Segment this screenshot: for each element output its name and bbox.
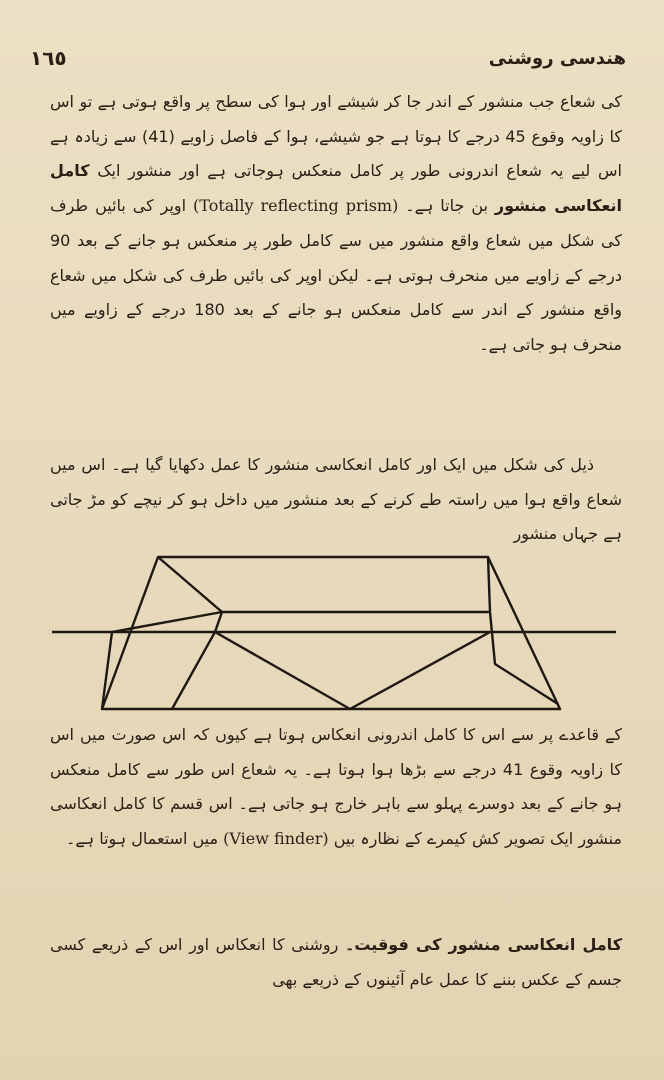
page-number: ١٦٥ (30, 46, 67, 70)
paragraph-total-internal-reflection (50, 718, 622, 857)
paragraph3-text-b: میں استعمال ہوتا ہے۔ (65, 829, 219, 849)
paragraph1-text-a: کی شعاع جب منشور کے اندر جا کر شیشے اور ہوا کی سطح پر واقع ہوتی ہے تو اس کا زاویہ وقوع 45 درجے کا ہوتا ہے جو شیشے، ہوا کے فاصل زاویے (41) سے زیادہ ہے اس لیے یہ شعاع اندرونی طور پر کامل منعکس ہوجاتی ہے اور منشور ایک (50, 92, 623, 181)
paragraph1-bold-term: کامل انعکاسی منشور (50, 161, 622, 216)
page-header (30, 38, 626, 78)
prism-ray-svg (50, 552, 620, 722)
paragraph-prism-deviation (50, 85, 622, 363)
paragraph1-text-c: اوپر کی بائیں طرف کی شکل میں شعاع واقع منشور میں سے کامل طور پر منعکس ہو جانے کے بعد 90 درجے کے زاویے میں منحرف ہوتی ہے۔ لیکن اوپر کی بائیں طرف کی شکل میں شعاع واقع منشور کے اندر سے کامل منعکس ہو جانے کے بعد 180 درجے کے زاویے میں منحرف ہو جاتی ہے۔ (50, 196, 622, 354)
reflected-ray-path (215, 632, 490, 709)
paragraph4-bold-heading: کامل انعکاسی منشور کی فوقیت۔ (344, 935, 622, 954)
paragraph-prism-advantage (50, 928, 622, 997)
running-title: ھندسی روشنی (488, 47, 626, 69)
paragraph3-text-a: کے قاعدے پر سے اس کا کامل اندرونی انعکاس ہوتا ہے کیوں کہ اس صورت میں اس کا زاویہ وقوع 41 درجے سے بڑھا ہوا ہوتا ہے۔ یہ شعاع اس طور سے کامل منعکس ہو جانے کے بعد دوسرے پہلو سے باہر خارج ہو جاتی ہے۔ اس قسم کا کامل انعکاسی منشور ایک تصویر کش کیمرے کے نظارہ بیں (50, 725, 622, 849)
paragraph3-english-term: (View finder) (223, 829, 329, 849)
paragraph2-text: ذیل کی شکل میں ایک اور کامل انعکاسی منشور کا عمل دکھایا گیا ہے۔ اس میں شعاع واقع ہوا میں راستہ طے کرنے کے بعد منشور میں داخل ہو کر نیچے کو مڑ جاتی ہے جہاں منشور (50, 455, 622, 544)
paragraph1-text-b: بن جاتا ہے۔ (405, 196, 488, 216)
prism-ray-diagram (50, 552, 620, 722)
paragraph-another-prism (50, 448, 622, 552)
paragraph1-english-term: (Totally reflecting prism) (193, 196, 399, 216)
paragraph4-text: روشنی کا انعکاس اور اس کے ذریعے کسی جسم کے عکس بننے کا عمل عام آئینوں کے ذریعے بھی (50, 935, 622, 989)
